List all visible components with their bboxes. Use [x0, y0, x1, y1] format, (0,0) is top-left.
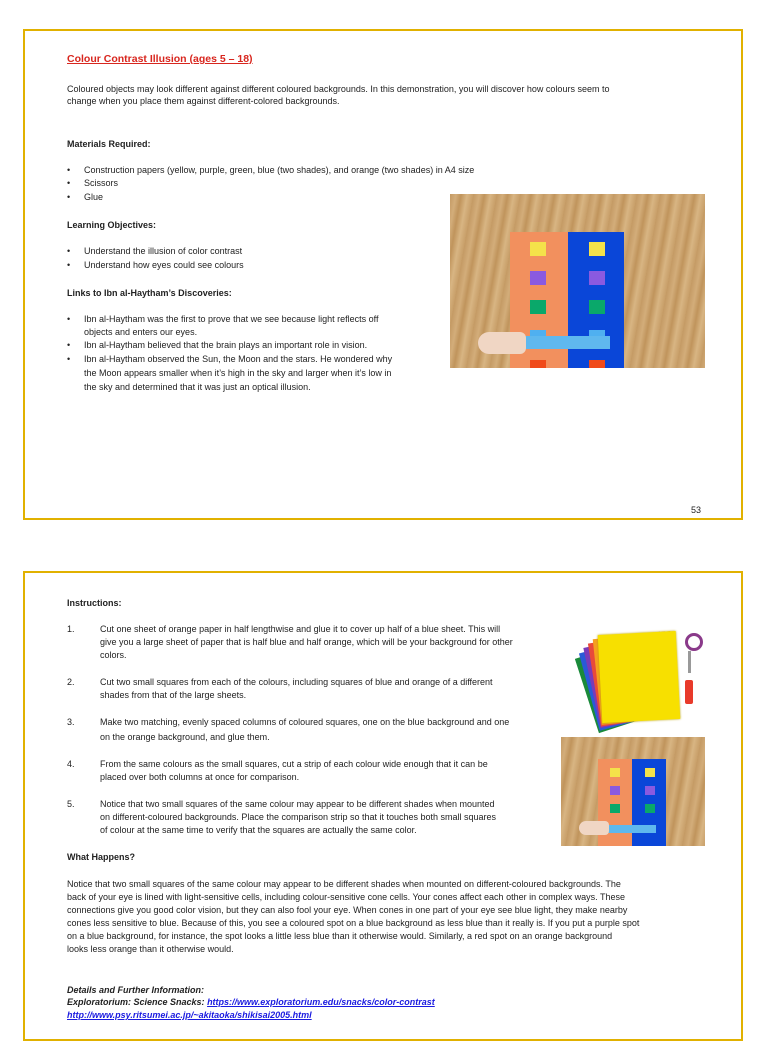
green-square: [645, 804, 655, 813]
what-happens-line: looks less orange than it otherwise would.: [67, 944, 234, 954]
what-happens-line: connections give you good color vision, but they can also fool your eye. When cones in one part of your eye see blue light, they make nearby: [67, 905, 628, 915]
step-text: Notice that two small squares of the same colour may appear to be different shades when mounted: [100, 799, 495, 809]
page-title: Colour Contrast Illusion (ages 5 – 18): [67, 53, 253, 65]
red-square: [530, 360, 546, 368]
step-text: shades from that of the large sheets.: [100, 690, 247, 700]
links-item: • Ibn al-Haytham was the first to prove that we see because light reflects off: [84, 313, 378, 325]
links-item-cont: the Moon appears smaller when it’s high in the sky and larger when it’s low in: [84, 368, 392, 378]
what-happens-line: Notice that two small squares of the same colour may appear to be different shades when mounted on different-coloured backgrounds. The: [67, 879, 621, 889]
yellow-paper: [598, 631, 680, 723]
what-happens-line: back of your eye is lined with light-sensitive cells, including colour-sensitive cone cells. Your cones affect each other in complex ways. These: [67, 892, 625, 902]
links-item: • Ibn al-Haytham observed the Sun, the Moon and the stars. He wondered why: [84, 353, 392, 365]
objectives-heading: Learning Objectives:: [67, 220, 157, 230]
intro-line-2: change when you place them against different-colored backgrounds.: [67, 96, 340, 106]
page-54: [23, 571, 743, 1041]
details-heading: Details and Further Information:: [67, 985, 205, 995]
hand: [579, 821, 609, 835]
objectives-item: • Understand the illusion of color contrast: [84, 245, 242, 257]
step-number: 4.: [67, 759, 75, 769]
links-item-cont: objects and enters our eyes.: [84, 327, 198, 337]
color-board-photo: [450, 194, 705, 368]
purple-square: [530, 271, 546, 285]
source-label: Exploratorium: Science Snacks:: [67, 997, 208, 1007]
step-text: on different-coloured backgrounds. Place the comparison strip so that it touches both small squares: [100, 812, 497, 822]
objectives-item: • Understand how eyes could see colours: [84, 259, 244, 271]
yellow-square: [610, 768, 620, 777]
red-square: [589, 360, 605, 368]
step-text: Cut one sheet of orange paper in half lengthwise and glue it to cover up half of a blue sheet. This will: [100, 624, 501, 634]
links-item-cont: the sky and determined that it was just an optical illusion.: [84, 382, 311, 392]
purple-square: [645, 786, 655, 795]
paper-stack-photo: [575, 625, 705, 737]
step-text: on the orange background, and glue them.: [100, 732, 270, 742]
what-happens-heading: What Happens?: [67, 852, 136, 862]
what-happens-line: on a blue background, for instance, the spot looks a little less blue than it otherwise would. Similarly, a red spot on an orange background: [67, 931, 613, 941]
hand: [478, 332, 526, 354]
materials-item: • Construction papers (yellow, purple, green, blue (two shades), and orange (two shades) in A4 size: [84, 164, 474, 176]
step-text: placed over both columns at once for comparison.: [100, 772, 300, 782]
intro-line-1: Coloured objects may look different against different coloured backgrounds. In this demonstration, you will discover how colours seem to: [67, 84, 610, 94]
second-link[interactable]: http://www.psy.ritsumei.ac.jp/~akitaoka/shikisai2005.html: [67, 1010, 312, 1020]
green-square: [589, 300, 605, 314]
page-53: [23, 29, 743, 520]
purple-square: [589, 271, 605, 285]
comparison-strip: [522, 336, 610, 349]
links-item: • Ibn al-Haytham believed that the brain plays an important role in vision.: [84, 339, 367, 351]
color-board-photo-small: [561, 737, 705, 846]
source-line: [67, 996, 435, 1008]
what-happens-line: cones less sensitive to blue. Because of this, you see a coloured spot on a blue background as less blue than it really is. If you put a purple spot: [67, 918, 640, 928]
step-number: 2.: [67, 677, 75, 687]
glue-stick-icon: [685, 680, 693, 704]
step-text: give you a large sheet of paper that is half blue and half orange, which will be your background for other: [100, 637, 513, 647]
comparison-strip: [604, 825, 656, 833]
materials-heading: Materials Required:: [67, 139, 151, 149]
source-link[interactable]: https://www.exploratorium.edu/snacks/color-contrast: [207, 997, 435, 1007]
step-text: colors.: [100, 650, 127, 660]
step-text: Cut two small squares from each of the colours, including squares of blue and orange of a different: [100, 677, 493, 687]
green-square: [530, 300, 546, 314]
purple-square: [610, 786, 620, 795]
step-text: Make two matching, evenly spaced columns of coloured squares, one on the blue background and one: [100, 717, 510, 727]
step-text: of colour at the same time to verify that the squares are actually the same color.: [100, 825, 417, 835]
links-heading: Links to Ibn al-Haytham’s Discoveries:: [67, 288, 232, 298]
materials-item: • Scissors: [84, 177, 118, 189]
step-number: 5.: [67, 799, 75, 809]
materials-item: • Glue: [84, 191, 103, 203]
step-number: 3.: [67, 717, 75, 727]
scissors-icon: [685, 633, 703, 651]
page-number: 53: [691, 505, 702, 515]
instructions-heading: Instructions:: [67, 598, 122, 608]
scissors-blade: [688, 651, 691, 673]
yellow-square: [645, 768, 655, 777]
step-text: From the same colours as the small squares, cut a strip of each colour wide enough that it can be: [100, 759, 488, 769]
step-number: 1.: [67, 624, 75, 634]
yellow-square: [530, 242, 546, 256]
yellow-square: [589, 242, 605, 256]
green-square: [610, 804, 620, 813]
